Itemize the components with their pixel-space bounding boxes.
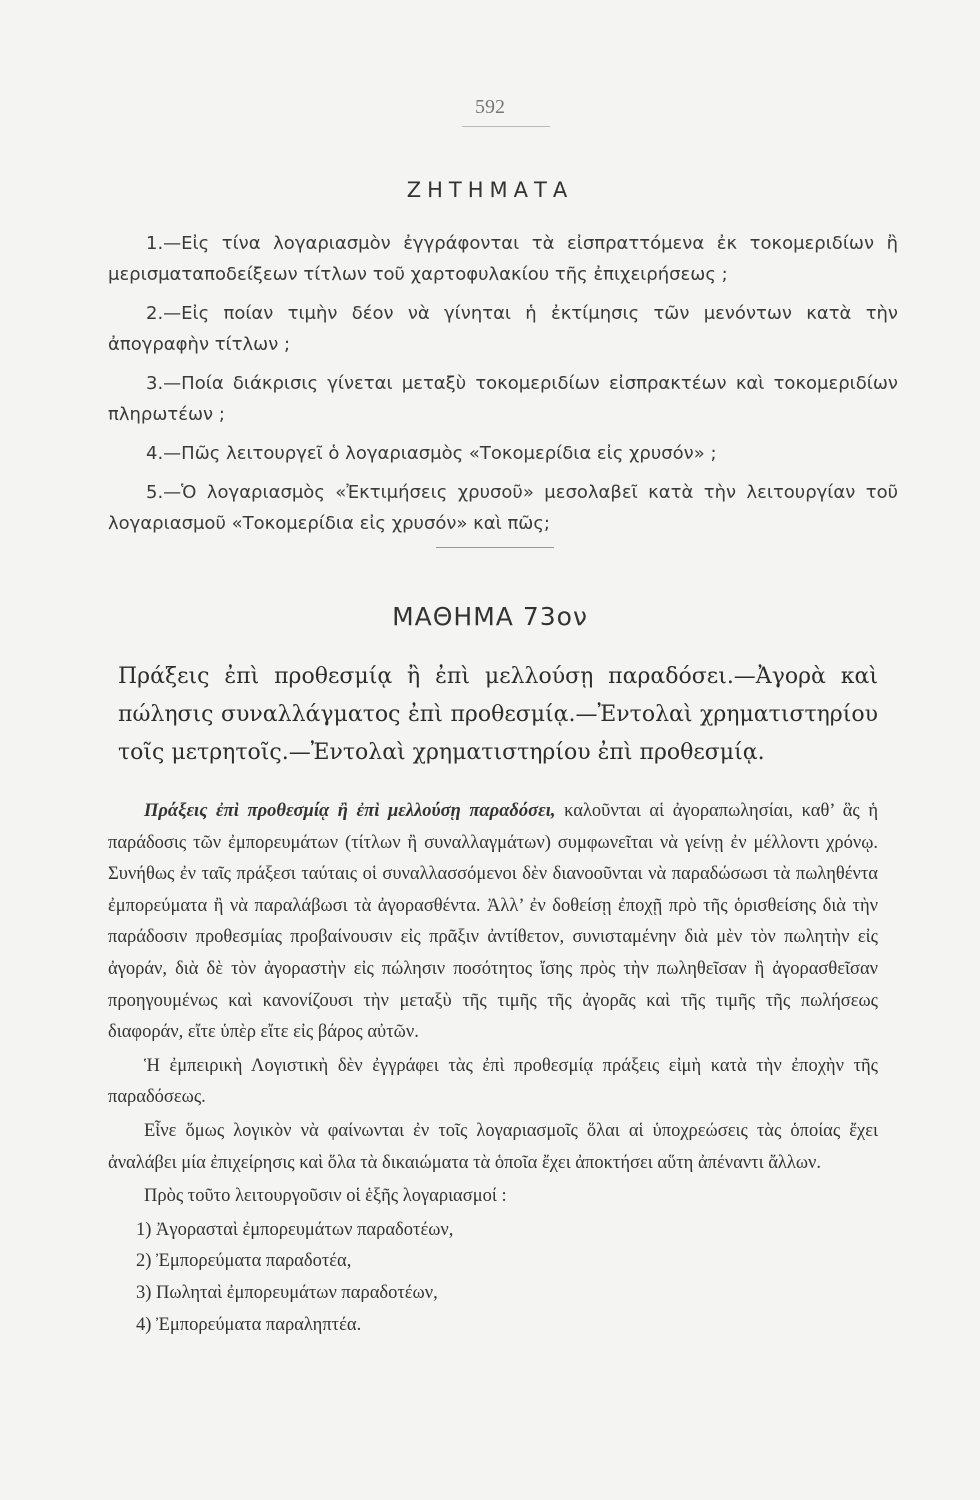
section-separator xyxy=(436,547,554,548)
list-item: 4) Ἐμπορεύματα παραληπτέα. xyxy=(136,1314,362,1335)
definition-text: καλοῦνται αἱ ἀγοραπωλησίαι, καθ’ ἃς ἡ παράδοσις τῶν ἐμπορευμάτων (τίτλων ἢ συναλλαγμάτων) συμφωνεῖται νὰ γείνῃ ἐν μέλλοντι χρόνῳ. Συνήθως ἐν ταῖς πράξεσι ταύταις οἱ συναλλασσόμενοι δὲν διανοοῦνται νὰ παραδώσωσι τὰ πωληθέντα ἐμπορεύματα ἢ νὰ παραλάβωσι τὰ ἀγορασθέντα. Ἀλλ’ ἐν δοθείσῃ ἐποχῇ πρὸ τῆς ὁρισθείσης διὰ τὴν παράδοσιν προθεσμίας προβαίνουσιν εἰς πρᾶξιν ἀντίθετον, συνισταμένην διὰ μὲν τὸν πωλητὴν εἰς ἀγοράν, διὰ δὲ τὸν ἀγοραστὴν εἰς πώλησιν ποσότητος ἴσης πρὸς τὴν πωληθεῖσαν ἢ ἀγορασθεῖσαν προηγουμένως καὶ κανονίζουσι τὴν μεταξὺ τῆς τιμῆς τῆς ἀγορᾶς καὶ τῆς τιμῆς τῆς πωλήσεως διαφοράν, εἴτε ὑπὲρ εἴτε εἰς βάρος αὐτῶν. xyxy=(108,801,879,1043)
list-item: 3) Πωληταὶ ἐμπορευμάτων παραδοτέων, xyxy=(136,1282,438,1303)
lesson-title: ΜΑΘΗΜΑ 73ον xyxy=(392,602,588,631)
question-item: 3.—Ποία διάκρισις γίνεται μεταξὺ τοκομεριδίων εἰσπρακτέων καὶ τοκομεριδίων πληρωτέων ; xyxy=(108,373,898,425)
paragraph-empirical: Ἡ ἐμπειρικὴ Λογιστικὴ δὲν ἐγγράφει τὰς ἐπὶ προθεσμίᾳ πράξεις εἰμὴ κατὰ τὴν ἐποχὴν τῆς παραδόσεως. xyxy=(108,1055,878,1108)
lesson-subtitle: Πράξεις ἐπὶ προθεσμίᾳ ἢ ἐπὶ μελλούσῃ παραδόσει.—Ἀγορὰ καὶ πώλησις συναλλάγματος ἐπὶ προθεσμίᾳ.—Ἐντολαὶ χρηματιστηρίου τοῖς μετρητοῖς.—Ἐντολαὶ χρηματιστηρίου ἐπὶ προθεσμίᾳ. xyxy=(118,664,878,765)
list-item: 2) Ἐμπορεύματα παραδοτέα, xyxy=(136,1251,352,1272)
question-item: 2.—Εἰς ποίαν τιμὴν δέον νὰ γίνηται ἡ ἐκτίμησις τῶν μενόντων κατὰ τὴν ἀπογραφὴν τίτλων ; xyxy=(108,303,898,355)
list-item: 1) Ἀγορασταὶ ἐμπορευμάτων παραδοτέων, xyxy=(136,1219,454,1240)
questions-list xyxy=(108,228,898,547)
accounts-list xyxy=(108,1215,878,1341)
body-text xyxy=(108,796,878,1341)
question-item: 5.—Ὁ λογαριασμὸς «Ἐκτιμήσεις χρυσοῦ» μεσολαβεῖ κατὰ τὴν λειτουργίαν τοῦ λογαριασμοῦ «Τοκομερίδια εἰς χρυσόν» καὶ πῶς; xyxy=(108,482,898,534)
question-item: 4.—Πῶς λειτουργεῖ ὁ λογαριασμὸς «Τοκομερίδια εἰς χρυσόν» ; xyxy=(146,443,717,464)
page-number-rule xyxy=(462,126,550,127)
paragraph-accounts-intro: Πρὸς τοῦτο λειτουργοῦσιν οἱ ἑξῆς λογαριασμοί : xyxy=(144,1186,507,1207)
paragraph-logical: Εἶνε ὅμως λογικὸν νὰ φαίνωνται ἐν τοῖς λογαριασμοῖς ὅλαι αἱ ὑποχρεώσεις τὰς ὁποίας ἔχει ἀναλάβει μία ἐπιχείρησις καὶ ὅλα τὰ δικαιώματα τὰ ὁποῖα ἔχει ἀποκτήσει αὕτη ἀπέναντι ἄλλων. xyxy=(108,1120,878,1173)
paragraph-definition xyxy=(108,796,878,1049)
questions-heading: ΖΗΤΗΜΑΤΑ xyxy=(406,178,574,202)
page-number: 592 xyxy=(475,96,505,118)
definition-lead: Πράξεις ἐπὶ προθεσμίᾳ ἢ ἐπὶ μελλούσῃ παραδόσει, xyxy=(144,801,556,821)
question-item: 1.—Εἰς τίνα λογαριασμὸν ἐγγράφονται τὰ εἰσπραττόμενα ἐκ τοκομεριδίων ἢ μερισματαποδείξεων τίτλων τοῦ χαρτοφυλακίου τῆς ἐπιχειρήσεως ; xyxy=(108,233,898,285)
